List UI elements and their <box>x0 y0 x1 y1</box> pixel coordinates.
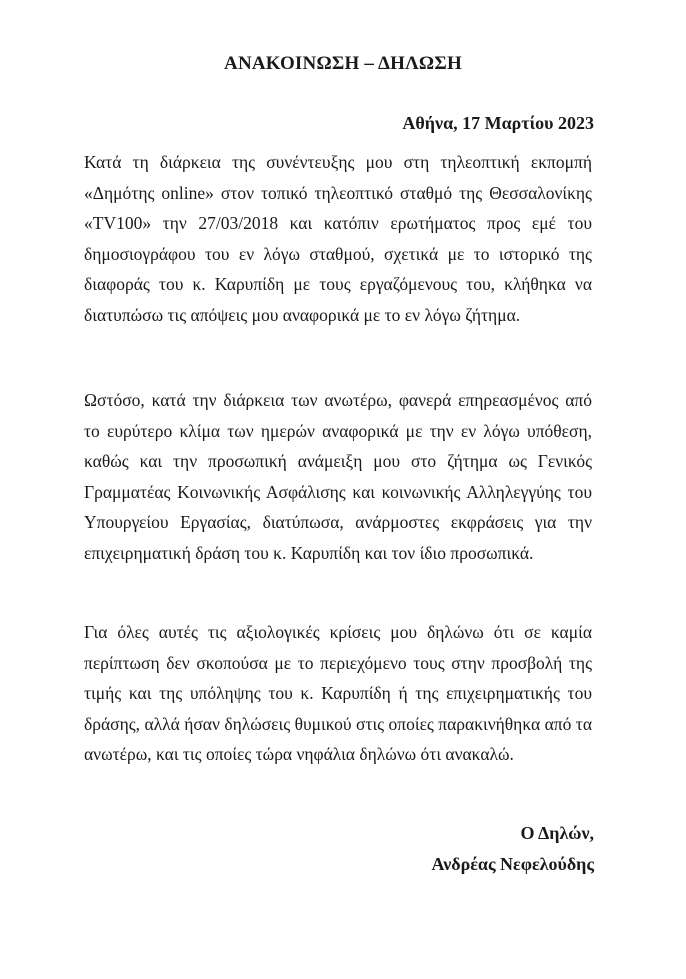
signature-name: Ανδρέας Νεφελούδης <box>431 854 594 874</box>
signature-label: Ο Δηλών, <box>520 823 594 843</box>
date-line: Αθήνα, 17 Μαρτίου 2023 <box>402 113 594 133</box>
paragraph-1: Κατά τη διάρκεια της συνέντευξης μου στη τηλεοπτική εκπομπή «Δημότης online» στον τοπικό τηλεοπτικό σταθμό της Θεσσαλονίκης «TV100» την 27/03/2018 και κατόπιν ερωτήματος προς εμέ του δημοσιογράφου του εν λόγω σταθμού, σχετικά με το ιστορικό της διαφοράς του κ. Καρυπίδη με τους εργαζόμενους του, κλήθηκα να διατυπώσω τις απόψεις μου αναφορικά με το εν λόγω ζήτημα. <box>84 152 592 325</box>
document-title: ΑΝΑΚΟΙΝΩΣΗ – ΔΗΛΩΣΗ <box>224 53 462 74</box>
paragraph-2: Ωστόσο, κατά την διάρκεια των ανωτέρω, φανερά επηρεασμένος από το ευρύτερο κλίμα των ημερών αναφορικά με την εν λόγω υπόθεση, καθώς και την προσωπική ανάμειξη μου στο ζήτημα ως Γενικός Γραμματέας Κοινωνικής Ασφάλισης και κοινωνικής Αλληλεγγύης του Υπουργείου Εργασίας, διατύπωσα, ανάρμοστες εκφράσεις για την επιχειρηματική δράση του κ. Καρυπίδη και τον ίδιο προσωπικά. <box>84 390 592 563</box>
paragraph-3: Για όλες αυτές τις αξιολογικές κρίσεις μου δηλώνω ότι σε καμία περίπτωση δεν σκοπούσα με το περιεχόμενο τους στην προσβολή της τιμής και της υπόληψης του κ. Καρυπίδη ή της επιχειρηματικής του δράσης, αλλά ήσαν δηλώσεις θυμικού στις οποίες παρακινήθηκα από τα ανωτέρω, και τις οποίες τώρα νηφάλια δηλώνω ότι ανακαλώ. <box>84 622 592 764</box>
